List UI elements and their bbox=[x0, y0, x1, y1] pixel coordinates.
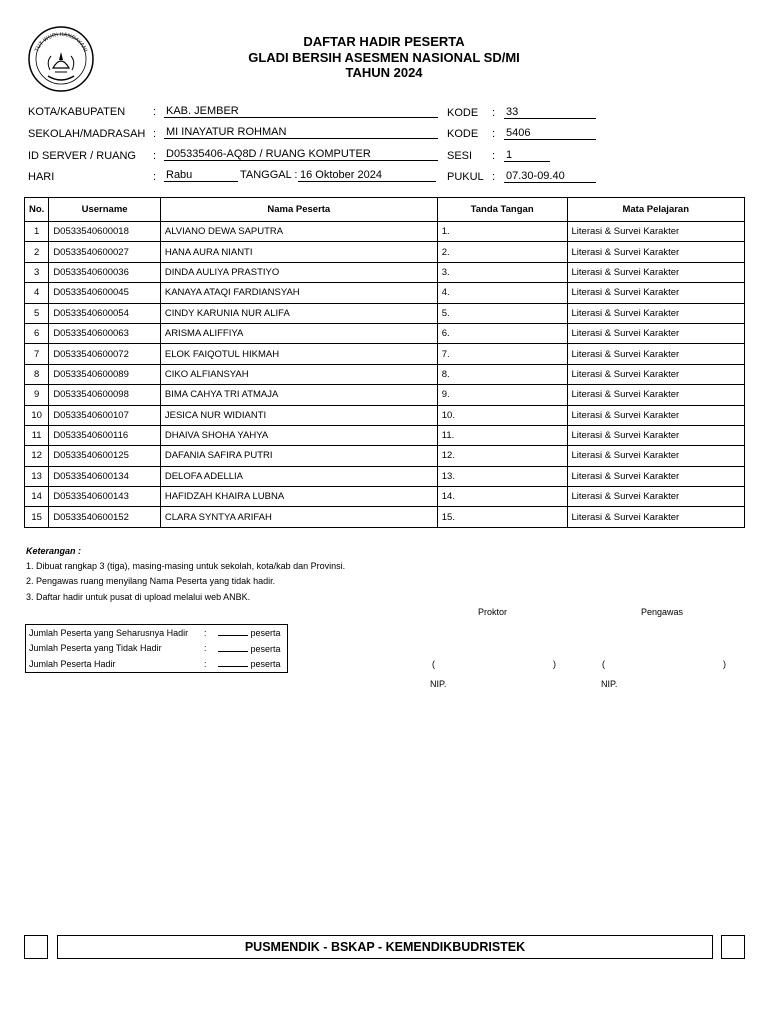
table-row bbox=[25, 303, 745, 323]
table-row bbox=[25, 222, 745, 242]
colon: : bbox=[492, 171, 496, 183]
cell-username: D0533540600152 bbox=[49, 507, 161, 527]
proktor-nip: NIP. bbox=[430, 679, 447, 689]
header-username: Username bbox=[49, 198, 161, 222]
sekolah-label: SEKOLAH/MADRASAH bbox=[28, 128, 146, 140]
hari-label: HARI bbox=[28, 171, 55, 183]
table-row bbox=[25, 262, 745, 282]
colon: : bbox=[153, 150, 157, 162]
table-row bbox=[25, 466, 745, 486]
cell-no: 1 bbox=[25, 222, 49, 242]
tanggal-value: 16 Oktober 2024 bbox=[298, 169, 436, 182]
summary-unit: peserta bbox=[250, 659, 281, 670]
summary-blank bbox=[218, 627, 248, 636]
cell-nama: BIMA CAHYA TRI ATMAJA bbox=[160, 385, 437, 405]
table-row bbox=[25, 283, 745, 303]
proktor-close-paren: ) bbox=[553, 659, 556, 669]
kode1-label: KODE bbox=[447, 107, 479, 119]
cell-nama: ARISMA ALIFFIYA bbox=[160, 323, 437, 343]
cell-tanda-tangan: 1. bbox=[437, 222, 567, 242]
cell-nama: CIKO ALFIANSYAH bbox=[160, 364, 437, 384]
cell-no: 7 bbox=[25, 344, 49, 364]
table-row bbox=[25, 344, 745, 364]
cell-no: 4 bbox=[25, 283, 49, 303]
colon: : bbox=[153, 171, 157, 183]
kota-label: KOTA/KABUPATEN bbox=[28, 106, 126, 118]
proktor-label: Proktor bbox=[478, 607, 508, 617]
summary-blank bbox=[218, 658, 248, 667]
cell-tanda-tangan: 9. bbox=[437, 385, 567, 405]
summary-label: Jumlah Peserta yang Seharusnya Hadir bbox=[29, 627, 189, 638]
cell-username: D0533540600036 bbox=[49, 262, 161, 282]
server-label: ID SERVER / RUANG bbox=[28, 150, 136, 162]
cell-mata-pelajaran: Literasi & Survei Karakter bbox=[567, 364, 744, 384]
summary-row bbox=[26, 625, 288, 641]
cell-tanda-tangan: 2. bbox=[437, 242, 567, 262]
cell-no: 11 bbox=[25, 425, 49, 445]
cell-tanda-tangan: 10. bbox=[437, 405, 567, 425]
sesi-value: 1 bbox=[504, 149, 550, 162]
cell-no: 9 bbox=[25, 385, 49, 405]
footer-right-box bbox=[721, 935, 745, 959]
cell-nama: HAFIDZAH KHAIRA LUBNA bbox=[160, 487, 437, 507]
kode1-value: 33 bbox=[504, 106, 596, 119]
cell-mata-pelajaran: Literasi & Survei Karakter bbox=[567, 222, 744, 242]
cell-mata-pelajaran: Literasi & Survei Karakter bbox=[567, 487, 744, 507]
pengawas-nip: NIP. bbox=[601, 679, 618, 689]
colon: : bbox=[492, 128, 496, 140]
cell-tanda-tangan: 5. bbox=[437, 303, 567, 323]
cell-mata-pelajaran: Literasi & Survei Karakter bbox=[567, 344, 744, 364]
cell-mata-pelajaran: Literasi & Survei Karakter bbox=[567, 385, 744, 405]
footer-left-box bbox=[24, 935, 48, 959]
cell-nama: KANAYA ATAQI FARDIANSYAH bbox=[160, 283, 437, 303]
summary-row bbox=[26, 656, 288, 672]
doc-subtitle: GLADI BERSIH ASESMEN NASIONAL SD/MI bbox=[248, 50, 520, 65]
cell-no: 5 bbox=[25, 303, 49, 323]
note-item: 2. Pengawas ruang menyilang Nama Peserta yang tidak hadir. bbox=[26, 576, 276, 586]
table-row bbox=[25, 385, 745, 405]
pengawas-label: Pengawas bbox=[641, 607, 684, 617]
cell-username: D0533540600143 bbox=[49, 487, 161, 507]
cell-tanda-tangan: 6. bbox=[437, 323, 567, 343]
cell-mata-pelajaran: Literasi & Survei Karakter bbox=[567, 466, 744, 486]
note-item: 3. Daftar hadir untuk pusat di upload melalui web ANBK. bbox=[26, 592, 251, 602]
kota-value: KAB. JEMBER bbox=[164, 105, 438, 118]
table-row bbox=[25, 507, 745, 527]
cell-tanda-tangan: 13. bbox=[437, 466, 567, 486]
colon: : bbox=[204, 658, 207, 669]
footer-banner: PUSMENDIK - BSKAP - KEMENDIKBUDRISTEK bbox=[57, 935, 713, 959]
attendance-table bbox=[24, 197, 745, 528]
header-nama: Nama Peserta bbox=[160, 198, 437, 222]
cell-no: 8 bbox=[25, 364, 49, 384]
server-value: D05335406-AQ8D / RUANG KOMPUTER bbox=[164, 148, 438, 161]
table-row bbox=[25, 242, 745, 262]
cell-tanda-tangan: 8. bbox=[437, 364, 567, 384]
cell-mata-pelajaran: Literasi & Survei Karakter bbox=[567, 425, 744, 445]
cell-nama: DINDA AULIYA PRASTIYO bbox=[160, 262, 437, 282]
cell-nama: DELOFA ADELLIA bbox=[160, 466, 437, 486]
cell-mata-pelajaran: Literasi & Survei Karakter bbox=[567, 323, 744, 343]
cell-username: D0533540600125 bbox=[49, 446, 161, 466]
proktor-open-paren: ( bbox=[432, 659, 435, 669]
cell-no: 14 bbox=[25, 487, 49, 507]
cell-no: 12 bbox=[25, 446, 49, 466]
cell-tanda-tangan: 11. bbox=[437, 425, 567, 445]
header-tanda-tangan: Tanda Tangan bbox=[437, 198, 567, 222]
cell-nama: CINDY KARUNIA NUR ALIFA bbox=[160, 303, 437, 323]
summary-label: Jumlah Peserta yang Tidak Hadir bbox=[29, 643, 162, 654]
cell-no: 3 bbox=[25, 262, 49, 282]
pengawas-close-paren: ) bbox=[723, 659, 726, 669]
cell-username: D0533540600098 bbox=[49, 385, 161, 405]
cell-mata-pelajaran: Literasi & Survei Karakter bbox=[567, 405, 744, 425]
cell-nama: DHAIVA SHOHA YAHYA bbox=[160, 425, 437, 445]
colon: : bbox=[492, 107, 496, 119]
summary-unit: peserta bbox=[250, 643, 281, 654]
sesi-label: SESI bbox=[447, 150, 473, 162]
cell-no: 6 bbox=[25, 323, 49, 343]
table-row bbox=[25, 323, 745, 343]
cell-username: D0533540600089 bbox=[49, 364, 161, 384]
table-row bbox=[25, 446, 745, 466]
cell-nama: JESICA NUR WIDIANTI bbox=[160, 405, 437, 425]
cell-username: D0533540600116 bbox=[49, 425, 161, 445]
pengawas-open-paren: ( bbox=[602, 659, 605, 669]
summary-box bbox=[25, 624, 288, 673]
cell-mata-pelajaran: Literasi & Survei Karakter bbox=[567, 507, 744, 527]
summary-label: Jumlah Peserta Hadir bbox=[29, 658, 116, 669]
cell-nama: ELOK FAIQOTUL HIKMAH bbox=[160, 344, 437, 364]
colon: : bbox=[153, 128, 157, 140]
cell-username: D0533540600054 bbox=[49, 303, 161, 323]
colon: : bbox=[492, 150, 496, 162]
cell-mata-pelajaran: Literasi & Survei Karakter bbox=[567, 242, 744, 262]
cell-no: 15 bbox=[25, 507, 49, 527]
cell-mata-pelajaran: Literasi & Survei Karakter bbox=[567, 283, 744, 303]
tanggal-label: TANGGAL : bbox=[240, 169, 298, 181]
cell-username: D0533540600027 bbox=[49, 242, 161, 262]
summary-blank bbox=[218, 643, 248, 652]
cell-username: D0533540600018 bbox=[49, 222, 161, 242]
sekolah-value: MI INAYATUR ROHMAN bbox=[164, 126, 438, 139]
doc-title: DAFTAR HADIR PESERTA bbox=[303, 34, 465, 49]
colon: : bbox=[204, 627, 207, 638]
cell-username: D0533540600063 bbox=[49, 323, 161, 343]
cell-username: D0533540600107 bbox=[49, 405, 161, 425]
cell-username: D0533540600134 bbox=[49, 466, 161, 486]
header-mata-pelajaran: Mata Pelajaran bbox=[567, 198, 744, 222]
cell-tanda-tangan: 7. bbox=[437, 344, 567, 364]
cell-nama: DAFANIA SAFIRA PUTRI bbox=[160, 446, 437, 466]
pukul-label: PUKUL bbox=[447, 171, 484, 183]
cell-nama: HANA AURA NIANTI bbox=[160, 242, 437, 262]
cell-username: D0533540600072 bbox=[49, 344, 161, 364]
hari-value: Rabu bbox=[164, 169, 238, 182]
summary-row bbox=[26, 641, 288, 657]
kode2-label: KODE bbox=[447, 128, 479, 140]
table-row bbox=[25, 364, 745, 384]
cell-no: 2 bbox=[25, 242, 49, 262]
cell-tanda-tangan: 12. bbox=[437, 446, 567, 466]
notes-title: Keterangan : bbox=[26, 546, 82, 556]
cell-tanda-tangan: 4. bbox=[437, 283, 567, 303]
header-no: No. bbox=[25, 198, 49, 222]
table-row bbox=[25, 405, 745, 425]
pukul-value: 07.30-09.40 bbox=[504, 170, 596, 183]
cell-mata-pelajaran: Literasi & Survei Karakter bbox=[567, 262, 744, 282]
cell-mata-pelajaran: Literasi & Survei Karakter bbox=[567, 446, 744, 466]
table-row bbox=[25, 425, 745, 445]
note-item: 1. Dibuat rangkap 3 (tiga), masing-masing untuk sekolah, kota/kab dan Provinsi. bbox=[26, 561, 346, 571]
cell-tanda-tangan: 3. bbox=[437, 262, 567, 282]
doc-year: TAHUN 2024 bbox=[345, 65, 423, 80]
cell-no: 13 bbox=[25, 466, 49, 486]
kode2-value: 5406 bbox=[504, 127, 596, 140]
cell-tanda-tangan: 14. bbox=[437, 487, 567, 507]
cell-tanda-tangan: 15. bbox=[437, 507, 567, 527]
cell-mata-pelajaran: Literasi & Survei Karakter bbox=[567, 303, 744, 323]
summary-unit: peserta bbox=[250, 628, 281, 639]
logo-motto: TUT WURI HANDAYANI bbox=[33, 31, 89, 53]
colon: : bbox=[204, 643, 207, 654]
cell-nama: ALVIANO DEWA SAPUTRA bbox=[160, 222, 437, 242]
cell-username: D0533540600045 bbox=[49, 283, 161, 303]
cell-no: 10 bbox=[25, 405, 49, 425]
table-header-row bbox=[25, 198, 745, 222]
table-row bbox=[25, 487, 745, 507]
colon: : bbox=[153, 106, 157, 118]
cell-nama: CLARA SYNTYA ARIFAH bbox=[160, 507, 437, 527]
